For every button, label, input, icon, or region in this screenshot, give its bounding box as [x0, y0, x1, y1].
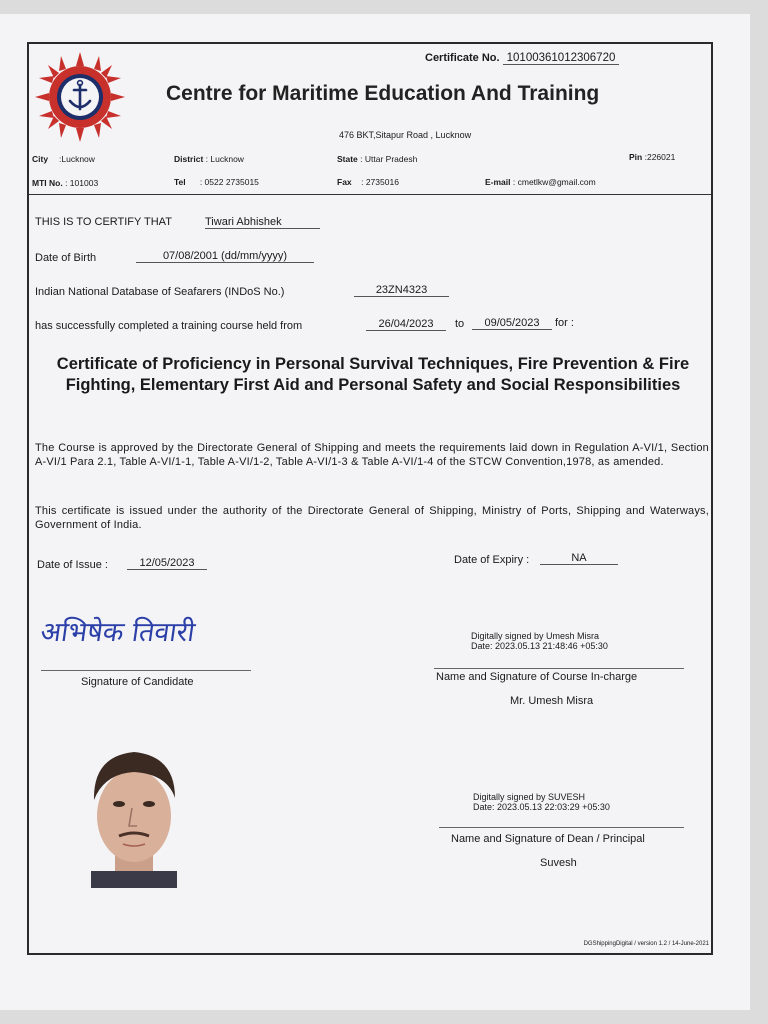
dob-label: Date of Birth — [35, 252, 97, 264]
candidate-signature-label: Signature of Candidate — [81, 676, 194, 688]
course-incharge-digital-signature — [471, 631, 608, 651]
expiry-date-label: Date of Expiry : — [454, 554, 530, 566]
course-to-date: 09/05/2023 — [472, 317, 552, 330]
institute-name: Centre for Maritime Education And Training — [166, 82, 600, 105]
certify-label: THIS IS TO CERTIFY THAT — [35, 216, 172, 228]
header-divider — [29, 194, 711, 195]
institute-seal-logo — [33, 50, 127, 144]
course-incharge-digital-line1: Digitally signed by Umesh Misra — [471, 631, 600, 641]
certificate-number-value: 10100361012306720 — [503, 52, 620, 65]
course-incharge-signature-line — [434, 668, 684, 669]
pin-field: Pin :226021 — [629, 152, 676, 162]
version-footer: DGShippingDigital / version 1.2 / 14-June-2021 — [583, 941, 709, 947]
candidate-handwritten-signature: अभिषेक तिवारी — [38, 617, 197, 648]
institute-address: 476 BKT,Sitapur Road , Lucknow — [339, 130, 472, 140]
dean-digital-line2: Date: 2023.05.13 22:03:29 +05:30 — [473, 802, 610, 812]
fax-field: Fax : 2735016 — [337, 177, 399, 187]
course-for-label: for : — [555, 317, 574, 329]
state-field: State : Uttar Pradesh — [337, 154, 418, 164]
course-title: Certificate of Proficiency in Personal Survival Techniques, Fire Prevention & Fire Fighting, Elementary First Aid and Personal Safety and Social Responsibilities — [56, 355, 690, 394]
dean-digital-signature — [473, 792, 610, 812]
email-field: E-mail : cmetlkw@gmail.com — [485, 177, 596, 187]
course-to-label: to — [455, 318, 465, 330]
mti-field: MTI No. : 101003 — [32, 178, 99, 188]
course-held-label: has successfully completed a training course held from — [35, 320, 303, 332]
course-from-date: 26/04/2023 — [366, 318, 446, 331]
city-field: City — [32, 154, 49, 164]
district-field: District : Lucknow — [174, 154, 244, 164]
city-value: :Lucknow — [59, 154, 95, 164]
certificate-sheet — [0, 14, 750, 1010]
dean-name: Suvesh — [540, 857, 577, 869]
candidate-photo — [79, 738, 189, 888]
indos-value: 23ZN4323 — [354, 284, 449, 297]
issue-date-label: Date of Issue : — [37, 559, 108, 571]
certificate-number — [425, 52, 619, 64]
certificate-number-label: Certificate No. — [425, 52, 500, 64]
approval-paragraph: The Course is approved by the Directorate General of Shipping and meets the requirements laid down in Regulation A-VI/1, Section A-VI/1 Para 2.1, Table A-VI/1-1, Table A-VI/1-2, Table A-VI/1-3 & Table A-VI/1-4 of the STCW Convention,1978, as amended. — [35, 442, 709, 468]
course-incharge-label: Name and Signature of Course In-charge — [436, 671, 638, 683]
issue-date-value: 12/05/2023 — [127, 557, 207, 570]
expiry-date-value: NA — [540, 552, 618, 565]
dob-value: 07/08/2001 (dd/mm/yyyy) — [136, 250, 314, 263]
certificate-border — [27, 42, 713, 955]
candidate-signature-line — [41, 670, 251, 671]
dean-digital-line1: Digitally signed by SUVESH — [473, 792, 586, 802]
authority-paragraph: This certificate is issued under the authority of the Directorate General of Shipping, Ministry of Ports, Shipping and Waterways, Government of India. — [35, 505, 709, 531]
dean-signature-label: Name and Signature of Dean / Principal — [451, 833, 645, 845]
course-incharge-name: Mr. Umesh Misra — [510, 695, 594, 707]
tel-field: Tel : 0522 2735015 — [174, 177, 259, 187]
candidate-name: Tiwari Abhishek — [205, 216, 320, 229]
dean-signature-line — [439, 827, 684, 828]
course-incharge-digital-line2: Date: 2023.05.13 21:48:46 +05:30 — [471, 641, 608, 651]
indos-label: Indian National Database of Seafarers (INDoS No.) — [35, 286, 285, 298]
